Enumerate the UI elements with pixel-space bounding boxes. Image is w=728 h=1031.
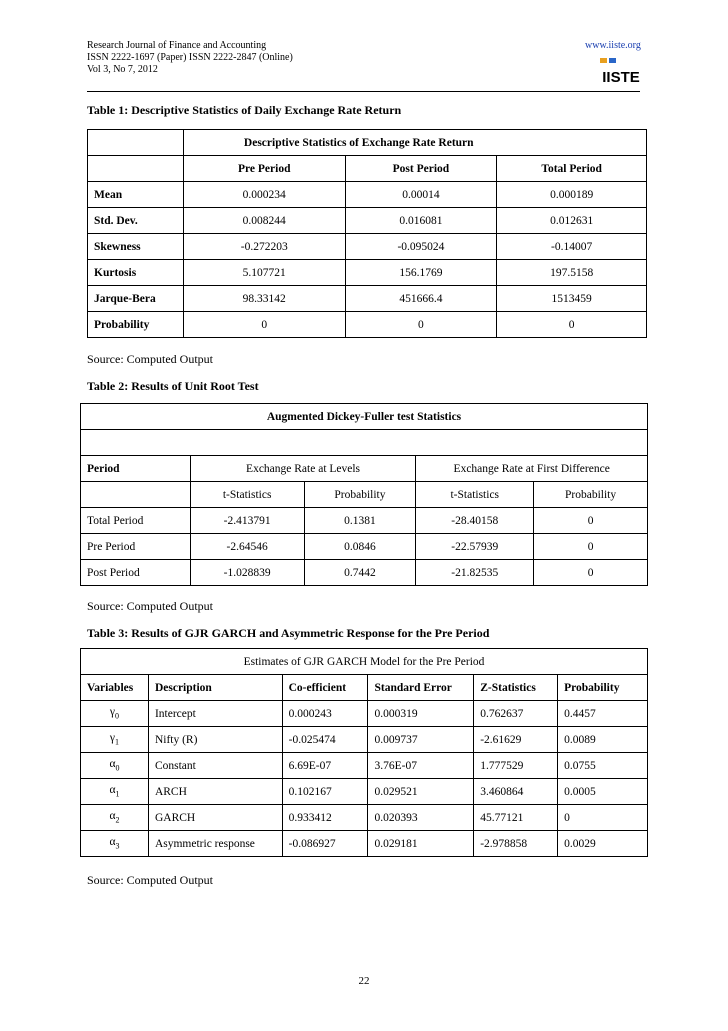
- cell: 1.777529: [474, 753, 558, 779]
- cell: 0.0005: [558, 779, 648, 805]
- row-label: Mean: [88, 182, 184, 208]
- iiste-logo: [598, 55, 644, 85]
- cell: Nifty (R): [148, 727, 282, 753]
- cell: 0.00014: [345, 182, 497, 208]
- table-row: [81, 805, 648, 831]
- table3-caption: Table 3: Results of GJR GARCH and Asymmetric Response for the Pre Period: [87, 626, 490, 640]
- row-label: Std. Dev.: [88, 208, 184, 234]
- cell: 0.1381: [304, 508, 416, 534]
- journal-name: Research Journal of Finance and Accounting: [87, 40, 267, 51]
- table-row: [88, 312, 647, 338]
- table1-source: Source: Computed Output: [87, 352, 213, 366]
- table1-col-header: Total Period: [497, 156, 647, 182]
- cell: 0.000234: [183, 182, 345, 208]
- cell: 0.020393: [368, 805, 474, 831]
- cell: 0.0755: [558, 753, 648, 779]
- variable-symbol: $\gamma_1$: [81, 727, 149, 753]
- cell: 451666.4: [345, 286, 497, 312]
- page-number: 22: [358, 975, 370, 987]
- row-label: Skewness: [88, 234, 184, 260]
- table-row: [81, 508, 648, 534]
- table3-col-header: Standard Error: [368, 675, 474, 701]
- table2-group-first-diff: Exchange Rate at First Difference: [416, 456, 648, 482]
- cell: 0: [558, 805, 648, 831]
- cell: 0.016081: [345, 208, 497, 234]
- cell: 0.000319: [368, 701, 474, 727]
- cell: ARCH: [148, 779, 282, 805]
- table-row: [81, 831, 648, 857]
- cell: 0.102167: [282, 779, 368, 805]
- cell: 0.029521: [368, 779, 474, 805]
- cell: Asymmetric response: [148, 831, 282, 857]
- table2-unit-root-test: [80, 403, 648, 586]
- cell: -21.82535: [416, 560, 534, 586]
- cell: 0: [183, 312, 345, 338]
- header-rule: [87, 91, 640, 92]
- cell: -2.978858: [474, 831, 558, 857]
- table3-col-header: Co-efficient: [282, 675, 368, 701]
- journal-url-link[interactable]: www.iiste.org: [585, 40, 641, 51]
- table3-col-header: Description: [148, 675, 282, 701]
- cell: 0.000189: [497, 182, 647, 208]
- cell: 0: [345, 312, 497, 338]
- table2-source: Source: Computed Output: [87, 599, 213, 613]
- volume-line: Vol 3, No 7, 2012: [87, 64, 158, 75]
- table3-col-header: Z-Statistics: [474, 675, 558, 701]
- table2-super-header: Augmented Dickey-Fuller test Statistics: [81, 404, 648, 430]
- table2-sub-header: t-Statistics: [190, 482, 304, 508]
- table-row: [81, 753, 648, 779]
- table1-super-header: Descriptive Statistics of Exchange Rate Return: [183, 130, 646, 156]
- cell: 3.460864: [474, 779, 558, 805]
- cell: Intercept: [148, 701, 282, 727]
- cell: -0.14007: [497, 234, 647, 260]
- cell: 0.008244: [183, 208, 345, 234]
- cell: -2.413791: [190, 508, 304, 534]
- cell: 0: [534, 508, 648, 534]
- table2-group-levels: Exchange Rate at Levels: [190, 456, 416, 482]
- variable-symbol: $\gamma_0$: [81, 701, 149, 727]
- cell: -0.086927: [282, 831, 368, 857]
- cell: 3.76E-07: [368, 753, 474, 779]
- table1-descriptive-statistics: [87, 129, 647, 338]
- table-row: [81, 560, 648, 586]
- issn-line: ISSN 2222-1697 (Paper) ISSN 2222-2847 (Online): [87, 52, 293, 63]
- cell: 0.933412: [282, 805, 368, 831]
- cell: 5.107721: [183, 260, 345, 286]
- cell: -22.57939: [416, 534, 534, 560]
- cell: -0.272203: [183, 234, 345, 260]
- cell: 6.69E-07: [282, 753, 368, 779]
- table3-col-header: Probability: [558, 675, 648, 701]
- running-header: [87, 40, 293, 76]
- cell: 0.029181: [368, 831, 474, 857]
- cell: Constant: [148, 753, 282, 779]
- variable-symbol: $\alpha_3$: [81, 831, 149, 857]
- table2-period-header: Period: [81, 456, 191, 482]
- cell: GARCH: [148, 805, 282, 831]
- row-label: Pre Period: [81, 534, 191, 560]
- cell: 156.1769: [345, 260, 497, 286]
- table-row: [88, 182, 647, 208]
- cell: 0.000243: [282, 701, 368, 727]
- cell: 197.5158: [497, 260, 647, 286]
- cell: 0.4457: [558, 701, 648, 727]
- row-label: Total Period: [81, 508, 191, 534]
- cell: -0.025474: [282, 727, 368, 753]
- table-row: [81, 727, 648, 753]
- table1-col-header: Post Period: [345, 156, 497, 182]
- table-row: [88, 286, 647, 312]
- table1-col-header: Pre Period: [183, 156, 345, 182]
- table2-sub-header: t-Statistics: [416, 482, 534, 508]
- cell: 0.009737: [368, 727, 474, 753]
- table-row: [81, 779, 648, 805]
- cell: 0.762637: [474, 701, 558, 727]
- table-row: [81, 701, 648, 727]
- table2-sub-header: Probability: [534, 482, 648, 508]
- table3-source: Source: Computed Output: [87, 873, 213, 887]
- table2-blank-row: [81, 430, 648, 456]
- cell: -2.64546: [190, 534, 304, 560]
- cell: 45.77121: [474, 805, 558, 831]
- variable-symbol: $\alpha_0$: [81, 753, 149, 779]
- cell: -0.095024: [345, 234, 497, 260]
- cell: 1513459: [497, 286, 647, 312]
- row-label: Post Period: [81, 560, 191, 586]
- cell: 0.0089: [558, 727, 648, 753]
- cell: 0: [534, 560, 648, 586]
- cell: 0.0029: [558, 831, 648, 857]
- cell: 0: [497, 312, 647, 338]
- row-label: Jarque-Bera: [88, 286, 184, 312]
- table-row: [81, 534, 648, 560]
- cell: 0: [534, 534, 648, 560]
- table2-caption: Table 2: Results of Unit Root Test: [87, 379, 259, 393]
- cell: 0.7442: [304, 560, 416, 586]
- logo-text: IISTE: [602, 69, 640, 85]
- table3-gjr-garch-estimates: [80, 648, 648, 857]
- table1-caption: Table 1: Descriptive Statistics of Daily Exchange Rate Return: [87, 103, 402, 117]
- cell: 0.0846: [304, 534, 416, 560]
- variable-symbol: $\alpha_1$: [81, 779, 149, 805]
- cell: -1.028839: [190, 560, 304, 586]
- cell: -28.40158: [416, 508, 534, 534]
- cell: 98.33142: [183, 286, 345, 312]
- table-row: [88, 208, 647, 234]
- table-row: [88, 234, 647, 260]
- table2-sub-header: Probability: [304, 482, 416, 508]
- table3-col-header: Variables: [81, 675, 149, 701]
- cell: -2.61629: [474, 727, 558, 753]
- table-row: [88, 260, 647, 286]
- variable-symbol: $\alpha_2$: [81, 805, 149, 831]
- row-label: Probability: [88, 312, 184, 338]
- table3-super-header: Estimates of GJR GARCH Model for the Pre Period: [81, 649, 648, 675]
- row-label: Kurtosis: [88, 260, 184, 286]
- cell: 0.012631: [497, 208, 647, 234]
